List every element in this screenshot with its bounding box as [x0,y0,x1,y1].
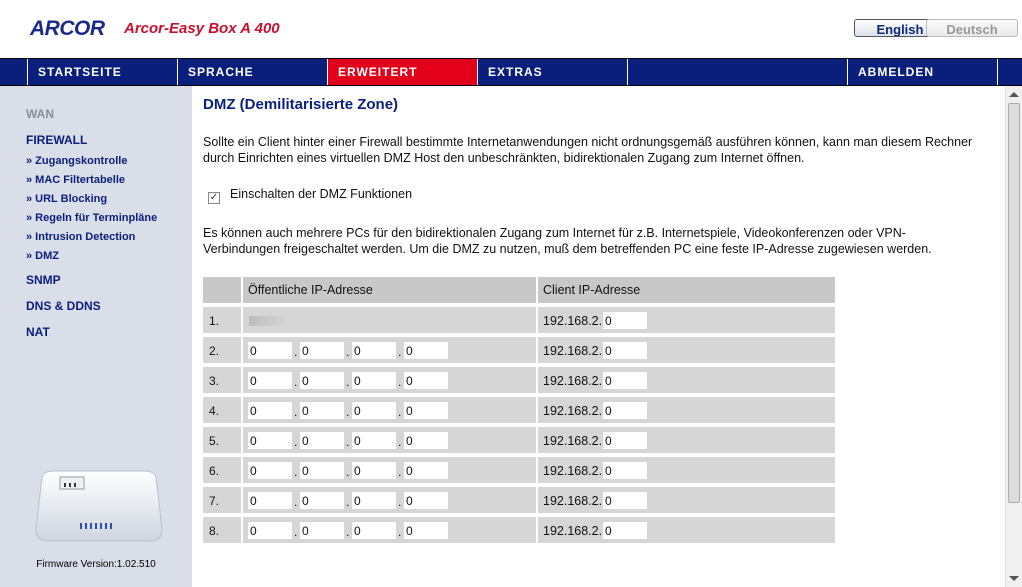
sidebar-item-wan[interactable]: WAN [26,107,54,121]
sidebar-sub-regeln[interactable]: » Regeln für Terminpläne [26,212,158,224]
public-ip-octet-2[interactable] [300,402,344,419]
col-separator [536,277,538,303]
client-ip-prefix: 192.168.2. [543,464,603,478]
col-separator [241,307,243,333]
client-ip-octet[interactable] [603,342,647,359]
ip-dot: . [398,375,402,389]
col-client-ip: Client IP-Adresse [543,283,641,297]
ip-dot: . [398,465,402,479]
public-ip-octet-3[interactable] [352,402,396,419]
page-title: DMZ (Demilitarisierte Zone) [203,96,399,113]
ip-dot: . [294,525,298,539]
ip-dot: . [294,435,298,449]
dmz-enable-row [208,187,413,207]
public-ip-octet-3[interactable] [352,492,396,509]
english-button[interactable]: English [854,19,946,37]
ip-dot: . [346,345,350,359]
row-number: 2. [209,344,220,358]
sidebar-sub-zugangskontrolle[interactable]: » Zugangskontrolle [26,155,128,167]
dmz-enable-label: Einschalten der DMZ Funktionen [230,187,413,201]
col-separator [536,397,538,423]
client-ip-octet[interactable] [603,372,647,389]
public-ip-octet-2[interactable] [300,432,344,449]
row-number: 4. [209,404,220,418]
client-ip-prefix: 192.168.2. [543,434,603,448]
sidebar-item-snmp[interactable]: SNMP [26,273,61,287]
col-separator [536,367,538,393]
scroll-up-arrow-icon[interactable] [1009,92,1019,97]
public-ip-octet-1[interactable] [248,342,292,359]
table-row [203,427,835,455]
logo-text: ARCOR [30,17,105,40]
scrollbar-thumb[interactable] [1008,103,1020,503]
header [0,0,1022,58]
public-ip-octet-1[interactable] [248,372,292,389]
nav-abmelden[interactable]: ABMELDEN [847,59,997,85]
row-number: 3. [209,374,220,388]
public-ip-obscured [249,316,297,326]
sidebar-item-firewall[interactable]: FIREWALL [26,133,88,147]
top-nav [0,58,1022,86]
ip-dot: . [346,465,350,479]
ip-dot: . [346,435,350,449]
ip-dot: . [294,495,298,509]
client-ip-prefix: 192.168.2. [543,524,603,538]
public-ip-octet-4[interactable] [404,342,448,359]
table-row [203,397,835,425]
table-header [203,277,835,305]
ip-dot: . [398,435,402,449]
public-ip-octet-3[interactable] [352,462,396,479]
main-content [192,86,1005,587]
public-ip-octet-4[interactable] [404,402,448,419]
public-ip-octet-2[interactable] [300,522,344,539]
col-separator [536,457,538,483]
col-separator [241,457,243,483]
public-ip-octet-1[interactable] [248,402,292,419]
info-text: Es können auch mehrere PCs für den bidirektionalen Zugang zum Internet für z.B. Internetspiele, Videokonferenzen oder VPN-Verbindungen freigeschaltet werden. Um die DMZ zu nutzen, muß dem betreffenden PC eine feste IP-Adresse zugewiesen werden. [203,226,932,256]
row-number: 6. [209,464,220,478]
client-ip-prefix: 192.168.2. [543,344,603,358]
col-separator [241,277,243,303]
sidebar-sub-intrusion[interactable]: » Intrusion Detection [26,231,136,243]
col-separator [241,367,243,393]
col-separator [241,397,243,423]
client-ip-octet[interactable] [603,492,647,509]
col-public-ip: Öffentliche IP-Adresse [248,283,373,297]
table-row [203,487,835,515]
product-title: Arcor-Easy Box A 400 [124,20,280,37]
public-ip-octet-4[interactable] [404,522,448,539]
client-ip-octet[interactable] [603,462,647,479]
col-separator [536,487,538,513]
ip-dot: . [294,465,298,479]
sidebar-sub-mac-filter[interactable]: » MAC Filtertabelle [26,174,126,186]
client-ip-prefix: 192.168.2. [543,494,603,508]
arcor-logo [30,17,105,41]
col-separator [536,517,538,543]
intro-text: Sollte ein Client hinter einer Firewall bestimmte Internetanwendungen nicht ordnungsgemäß ausführen können, kann man diesem Rechner durch Einrichten eines virtuellen DMZ Host den unbeschränkten, bidirektionalen Zugang zum Internet öffnen. [203,135,973,165]
col-separator [241,427,243,453]
sidebar-item-nat[interactable]: NAT [26,325,50,339]
nav-sprache[interactable]: SPRACHE [177,59,327,85]
firmware-version: Firmware Version:1.02.510 [36,559,156,570]
public-ip-octet-3[interactable] [352,342,396,359]
ip-dot: . [346,405,350,419]
client-ip-octet[interactable] [603,522,647,539]
public-ip-octet-1[interactable] [248,492,292,509]
table-row [203,307,835,335]
ip-dot: . [398,525,402,539]
public-ip-octet-1[interactable] [248,522,292,539]
dmz-enable-checkbox[interactable]: ✓ [209,191,219,203]
public-ip-octet-3[interactable] [352,522,396,539]
sidebar-sub-dmz[interactable]: » DMZ [26,250,59,262]
client-ip-octet[interactable] [603,402,647,419]
public-ip-octet-2[interactable] [300,492,344,509]
row-number: 7. [209,494,220,508]
router-image [34,469,164,545]
client-ip-prefix: 192.168.2. [543,404,603,418]
row-number: 5. [209,434,220,448]
nav-end [997,59,1022,85]
public-ip-octet-1[interactable] [248,432,292,449]
public-ip-octet-4[interactable] [404,372,448,389]
ip-dot: . [294,405,298,419]
public-ip-octet-2[interactable] [300,462,344,479]
nav-extras[interactable]: EXTRAS [477,59,627,85]
col-separator [536,337,538,363]
table-row [203,457,835,485]
col-separator [241,337,243,363]
table-row [203,517,835,545]
row-number: 1. [209,314,220,328]
ip-dot: . [398,405,402,419]
client-ip-octet[interactable] [603,432,647,449]
ip-dot: . [346,495,350,509]
sidebar-item-dns[interactable]: DNS & DDNS [26,299,101,313]
vertical-scrollbar[interactable] [1005,86,1022,587]
ip-dot: . [294,345,298,359]
col-separator [536,427,538,453]
nav-startseite[interactable]: STARTSEITE [27,59,177,85]
public-ip-octet-1[interactable] [248,462,292,479]
ip-dot: . [346,375,350,389]
public-ip-octet-2[interactable] [300,372,344,389]
client-ip-octet[interactable] [603,312,647,329]
nav-spacer [627,59,847,85]
ip-dot: . [398,495,402,509]
ip-dot: . [294,375,298,389]
public-ip-octet-4[interactable] [404,492,448,509]
ip-dot: . [398,345,402,359]
public-ip-octet-4[interactable] [404,462,448,479]
deutsch-button[interactable]: Deutsch [926,19,1018,37]
nav-erweitert[interactable]: ERWEITERT [327,59,477,85]
row-number: 8. [209,524,220,538]
public-ip-octet-3[interactable] [352,432,396,449]
col-separator [241,517,243,543]
ip-dot: . [346,525,350,539]
col-separator [241,487,243,513]
public-ip-octet-3[interactable] [352,372,396,389]
table-row [203,337,835,365]
table-row [203,367,835,395]
scroll-down-arrow-icon[interactable] [1009,576,1019,581]
public-ip-octet-2[interactable] [300,342,344,359]
col-separator [536,307,538,333]
sidebar-sub-url-blocking[interactable]: » URL Blocking [26,193,108,205]
sidebar [0,86,192,587]
client-ip-prefix: 192.168.2. [543,374,603,388]
client-ip-prefix: 192.168.2. [543,314,603,328]
public-ip-octet-4[interactable] [404,432,448,449]
